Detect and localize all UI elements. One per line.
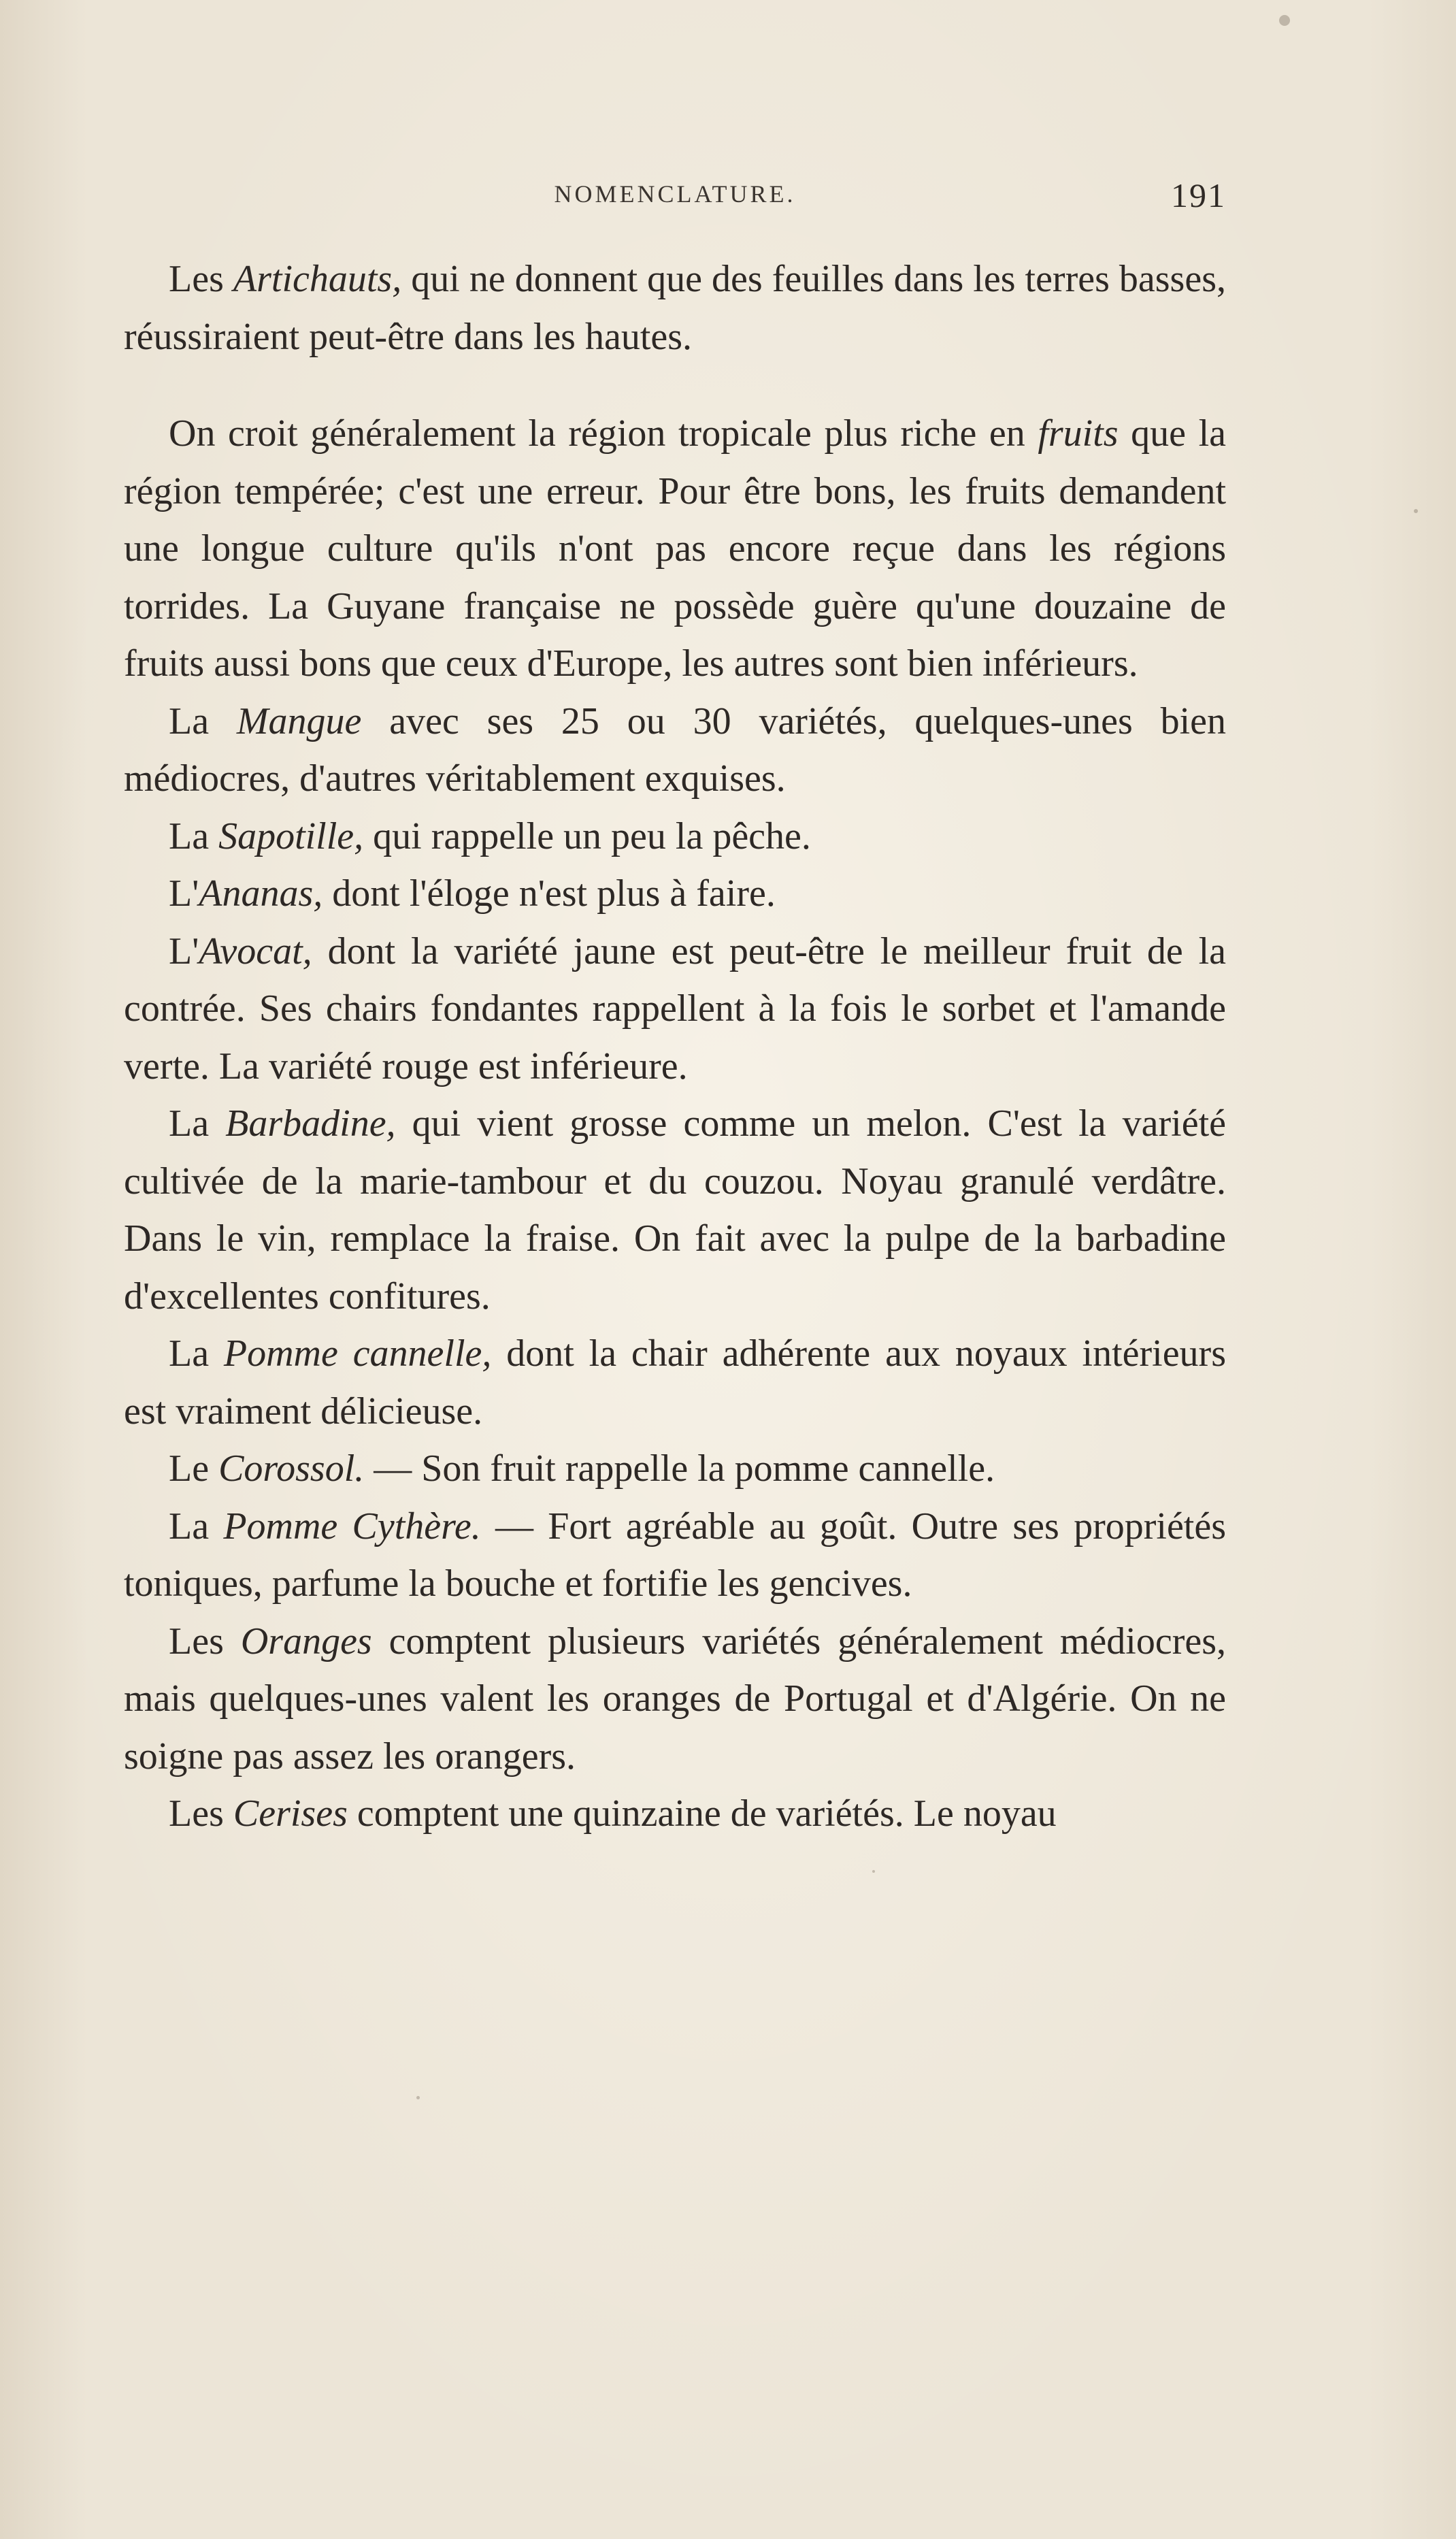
- text-run: — Fort agréable au goût. Outre ses propriétés toniques, parfume la bouche et fortifie les gencives.: [124, 1505, 1227, 1605]
- paragraph-mangue: [124, 693, 1226, 808]
- paragraph-avocat: [124, 923, 1226, 1096]
- text-run: Les: [169, 1620, 241, 1662]
- text-run: qui rappelle un peu la pêche.: [363, 815, 811, 857]
- body-text: [124, 250, 1226, 1843]
- running-head: [124, 176, 1226, 216]
- text-run: Les: [169, 1792, 233, 1835]
- text-run: La: [169, 700, 237, 742]
- text-run: La: [169, 1332, 224, 1375]
- paragraph-barbadine: [124, 1095, 1226, 1325]
- text-run: L': [169, 930, 199, 972]
- italic-term: Avocat,: [199, 930, 312, 972]
- text-run: La: [169, 815, 219, 857]
- text-run: qui ne donnent que des feuilles dans les terres basses, réussiraient peut-être dans les hautes.: [124, 258, 1226, 358]
- italic-term: Ananas,: [199, 872, 323, 915]
- paragraph-cerises: [124, 1785, 1226, 1843]
- italic-term: Mangue: [236, 700, 362, 742]
- text-run: dont la chair adhérente aux noyaux intérieurs est vraiment délicieuse.: [124, 1332, 1226, 1432]
- paragraph-corossol: [124, 1440, 1226, 1498]
- italic-term: Corossol.: [218, 1447, 365, 1490]
- paper-speck: [416, 2096, 420, 2099]
- paper-speck: [1414, 509, 1418, 513]
- paragraph-oranges: [124, 1613, 1226, 1786]
- text-run: On croit généralement la région tropicale plus riche en: [169, 412, 1038, 455]
- text-run: qui vient grosse comme un melon. C'est la variété cultivée de la marie-tambour et du couzou. Noyau granulé verdâtre. Dans le vin, remplace la fraise. On fait avec la pulpe de la barbadine d'excellentes confitures.: [124, 1102, 1226, 1317]
- text-run: La: [169, 1102, 226, 1145]
- italic-term: Artichauts,: [233, 258, 402, 300]
- italic-term: Oranges: [240, 1620, 372, 1662]
- text-run: dont la variété jaune est peut-être le meilleur fruit de la contrée. Ses chairs fondantes rappellent à la fois le sorbet et l'amande verte. La variété rouge est inférieure.: [124, 930, 1226, 1087]
- paper-speck: [1279, 15, 1290, 26]
- text-run: comptent plusieurs variétés généralement médiocres, mais quelques-unes valent les oranges de Portugal et d'Algérie. On ne soigne pas assez les orangers.: [124, 1620, 1226, 1778]
- italic-term: Pomme cannelle,: [223, 1332, 492, 1375]
- text-run: dont l'éloge n'est plus à faire.: [322, 872, 776, 915]
- text-run: comptent une quinzaine de variétés. Le noyau: [347, 1792, 1057, 1835]
- italic-term: Barbadine,: [225, 1102, 396, 1145]
- italic-term: fruits: [1038, 412, 1119, 455]
- italic-term: Pomme Cythère.: [223, 1505, 481, 1547]
- paragraph-fruits: [124, 405, 1226, 693]
- text-run: La: [169, 1505, 224, 1547]
- page-number: 191: [1171, 176, 1226, 214]
- paper-speck: [872, 1870, 875, 1873]
- italic-term: Cerises: [233, 1792, 348, 1835]
- text-run: Le: [169, 1447, 219, 1490]
- text-run: que la région tempérée; c'est une erreur. Pour être bons, les fruits demandent une longue culture qu'ils n'ont pas encore reçue dans les régions torrides. La Guyane française ne possède guère qu'une douzaine de fruits aussi bons que ceux d'Europe, les autres sont bien inférieurs.: [124, 412, 1226, 685]
- italic-term: Sapotille,: [218, 815, 364, 857]
- text-run: Les: [169, 258, 233, 300]
- text-run: — Son fruit rappelle la pomme cannelle.: [364, 1447, 995, 1490]
- paragraph-pomme-cythere: [124, 1498, 1226, 1613]
- paragraph-sapotille: [124, 808, 1226, 866]
- running-title: NOMENCLATURE.: [554, 180, 796, 208]
- text-run: L': [169, 872, 199, 915]
- paragraph-artichauts: [124, 250, 1226, 365]
- paragraph-ananas: [124, 865, 1226, 923]
- paragraph-pomme-cannelle: [124, 1325, 1226, 1440]
- text-run: avec ses 25 ou 30 variétés, quelques-unes bien médiocres, d'autres véritablement exquises.: [124, 700, 1227, 800]
